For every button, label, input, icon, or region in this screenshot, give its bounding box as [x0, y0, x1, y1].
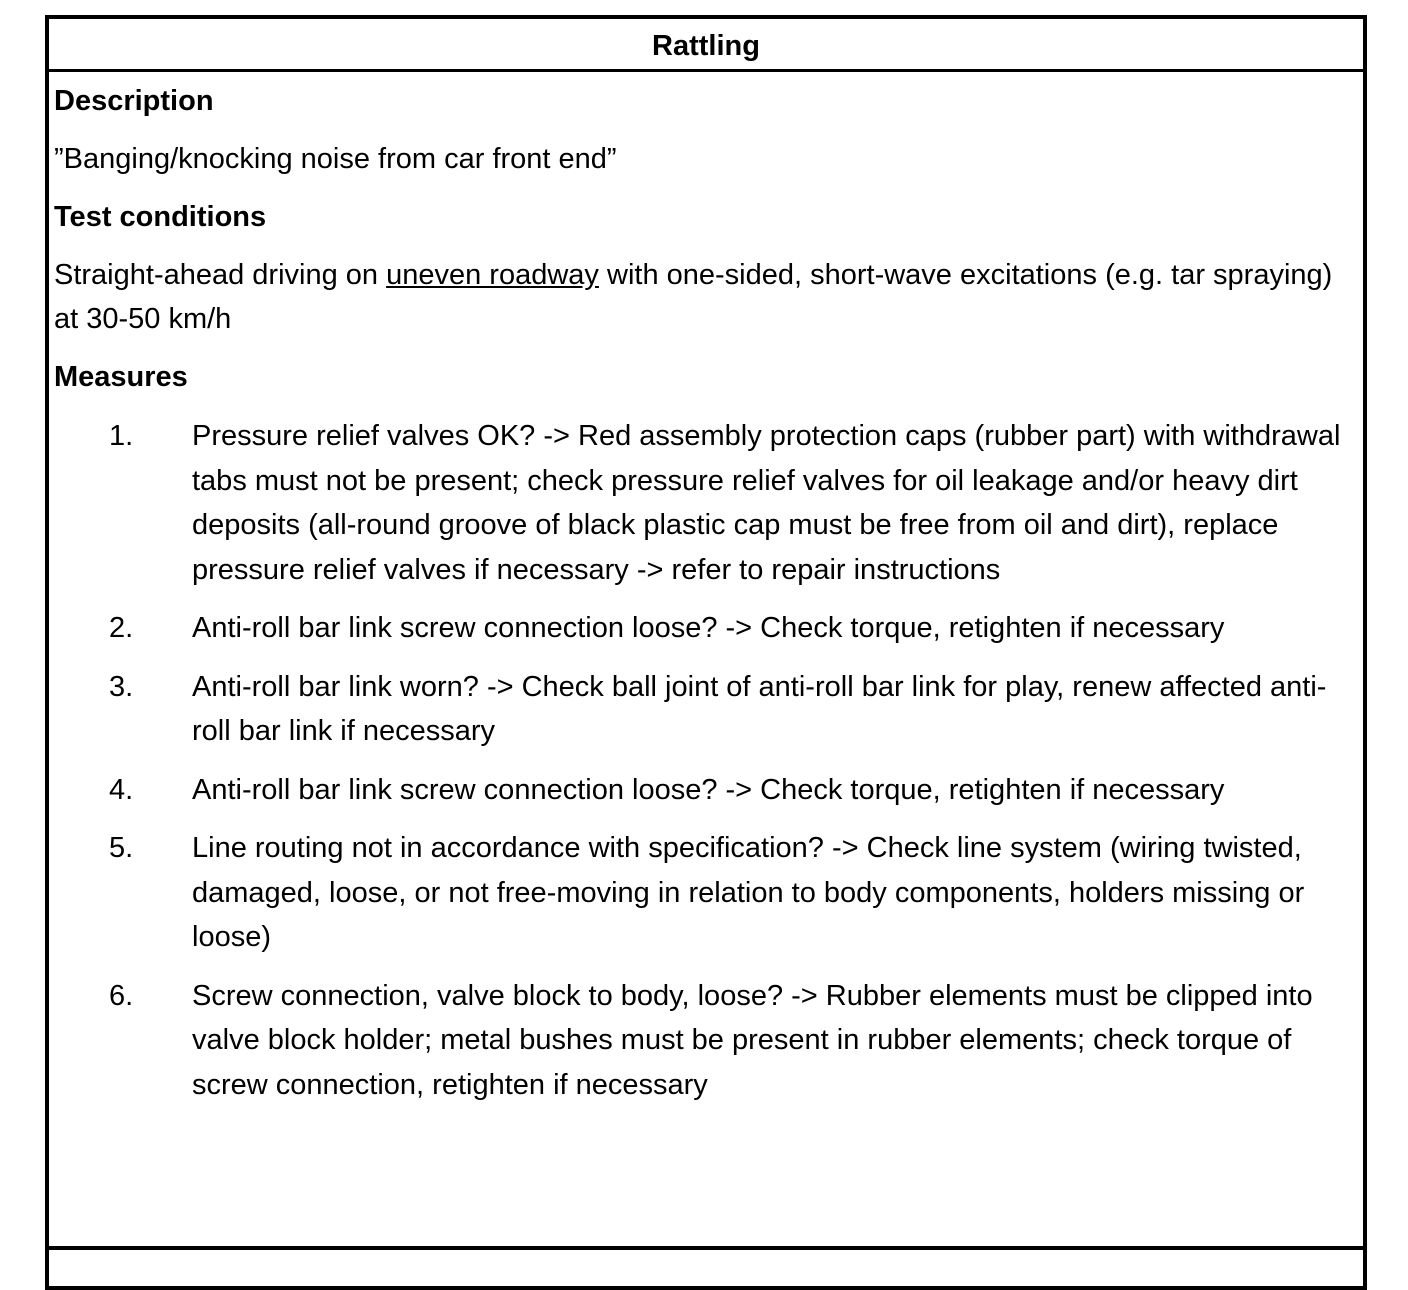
description-heading: Description	[54, 85, 214, 117]
measure-item	[54, 665, 1349, 754]
measure-number: 4.	[109, 773, 134, 806]
measure-text: Line routing not in accordance with specification? -> Check line system (wiring twisted, damaged, loose, or not free-moving in relation to body components, holders missing or loose)	[192, 832, 1305, 953]
measure-item	[54, 826, 1349, 960]
measure-number: 3.	[109, 670, 134, 703]
measure-item	[54, 414, 1349, 592]
measures-list	[54, 414, 1349, 1107]
table-bottom-divider	[49, 1246, 1363, 1250]
test-conditions-text	[54, 253, 1349, 341]
measure-number: 2.	[109, 612, 134, 644]
measure-text: Pressure relief valves OK? -> Red assembly protection caps (rubber part) with withdrawal tabs must not be present; check pressure relief valves for oil leakage and/or heavy dirt deposits (all-round groove of black plastic cap must be free from oil and dirt), replace pressure relief valves if necessary -> refer to repair instructions	[192, 420, 1341, 586]
test-conditions-underlined: uneven roadway	[386, 259, 599, 291]
measure-item	[54, 974, 1349, 1108]
measure-item	[54, 606, 1349, 651]
measure-text: Anti-roll bar link screw connection loose? -> Check torque, retighten if necessary	[192, 773, 1225, 806]
test-conditions-heading: Test conditions	[54, 201, 267, 233]
measure-number: 5.	[109, 832, 134, 864]
measure-text: Screw connection, valve block to body, loose? -> Rubber elements must be clipped into valve block holder; metal bushes must be present in rubber elements; check torque of screw connection, retighten if necessary	[192, 979, 1313, 1101]
table-title: Rattling	[49, 19, 1363, 72]
description-text: ”Banging/knocking noise from car front end”	[54, 143, 617, 175]
test-conditions-text-after: with one-sided, short-wave excitations (e.g. tar spraying) at 30-50 km/h	[54, 259, 1333, 335]
test-conditions-text-before: Straight-ahead driving on	[54, 259, 387, 291]
measure-number: 6.	[109, 979, 134, 1012]
measure-item	[54, 768, 1349, 813]
measure-text: Anti-roll bar link screw connection loose? -> Check torque, retighten if necessary	[192, 612, 1225, 644]
measure-text: Anti-roll bar link worn? -> Check ball joint of anti-roll bar link for play, renew affected anti-roll bar link if necessary	[192, 670, 1327, 747]
table-content	[49, 79, 1363, 1107]
measure-number: 1.	[109, 420, 134, 452]
rattling-table	[45, 15, 1367, 1290]
measures-heading: Measures	[54, 361, 188, 393]
